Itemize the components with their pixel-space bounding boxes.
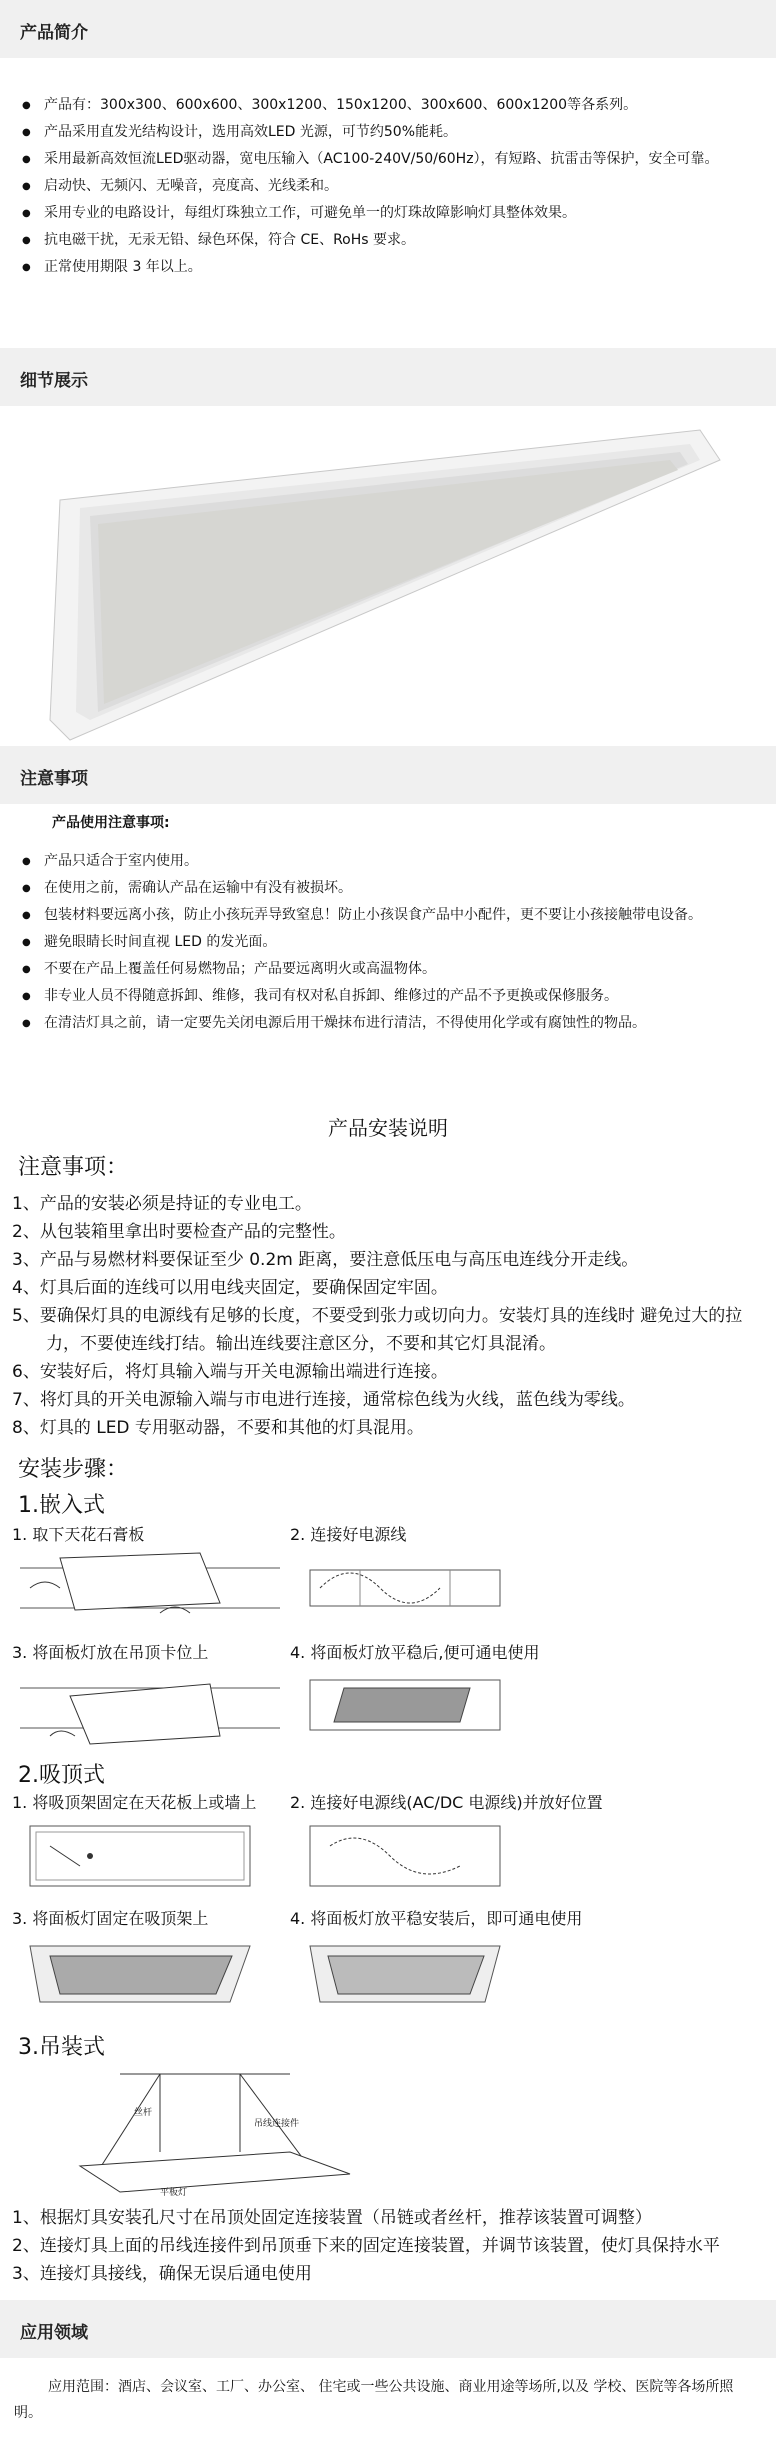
install-final-steps xyxy=(12,2204,772,2288)
step-caption: 2. 连接好电源线 xyxy=(290,1525,407,1544)
details-heading-bar xyxy=(0,348,776,406)
list-item: ● 不要在产品上覆盖任何易燃物品；产品要远离明火或高温物体。 xyxy=(44,956,744,983)
install-steps-title: 安装步骤： xyxy=(18,1457,129,1482)
list-item: ● 避免眼睛长时间直视 LED 的发光面。 xyxy=(44,929,744,956)
step-illustration xyxy=(20,1932,260,2012)
list-item: ● 在清洁灯具之前，请一定要先关闭电源后用干燥抹布进行清洁，不得使用化学或有腐蚀性的物品。 xyxy=(44,1010,744,1037)
intro-heading: 产品简介 xyxy=(20,23,88,43)
panel-light-photo xyxy=(40,420,740,750)
application-heading: 应用领域 xyxy=(20,2323,88,2343)
list-item: ● 非专业人员不得随意拆卸、维修，我司有权对私自拆卸、维修过的产品不予更换或保修服务。 xyxy=(44,983,744,1010)
step-illustration xyxy=(300,1932,510,2012)
install-notes xyxy=(12,1190,764,1442)
list-item: ● 抗电磁干扰，无汞无铅、绿色环保，符合 CE、RoHs 要求。 xyxy=(44,227,744,254)
list-item: ● 启动快、无频闪、无噪音，亮度高、光线柔和。 xyxy=(44,173,744,200)
list-item: ● 正常使用期限 3 年以上。 xyxy=(44,254,744,281)
note-line: 3、产品与易燃材料要保证至少 0.2m 距离，要注意低压电与高压电连线分开走线。 xyxy=(12,1250,639,1270)
step-illustration xyxy=(20,1548,280,1628)
list-item: ● 包装材料要远离小孩，防止小孩玩弄导致窒息！防止小孩误食产品中小配件，更不要让小孩接触带电设备。 xyxy=(44,902,744,929)
step-illustration xyxy=(300,1816,510,1896)
note-line: 5、要确保灯具的电源线有足够的长度，不要受到张力或切向力。安装灯具的连线时 避免过大的拉力，不要使连线打结。输出连线要注意区分，不要和其它灯具混淆。 xyxy=(12,1306,743,1354)
label-panel: 平板灯 xyxy=(160,2188,188,2198)
method-1-title: 1.嵌入式 xyxy=(18,1493,105,1518)
step-illustration xyxy=(300,1548,510,1628)
final-step: 2、连接灯具上面的吊线连接件到吊顶垂下来的固定连接装置，并调节该装置，使灯具保持水平 xyxy=(12,2236,720,2256)
step-caption: 3. 将面板灯固定在吸顶架上 xyxy=(12,1909,209,1928)
step-caption: 1. 取下天花石膏板 xyxy=(12,1525,145,1544)
list-item: ● 产品只适合于室内使用。 xyxy=(44,848,744,875)
intro-list xyxy=(0,92,744,281)
step-illustration xyxy=(20,1666,280,1746)
list-item: ● 采用专业的电路设计，每组灯珠独立工作，可避免单一的灯珠故障影响灯具整体效果。 xyxy=(44,200,744,227)
step-caption: 4. 将面板灯放平稳后,便可通电使用 xyxy=(290,1643,540,1662)
application-heading-bar xyxy=(0,2300,776,2358)
label-rod: 丝杆 xyxy=(134,2108,153,2118)
final-step: 3、连接灯具接线，确保无误后通电使用 xyxy=(12,2264,312,2284)
note-line: 8、灯具的 LED 专用驱动器，不要和其他的灯具混用。 xyxy=(12,1418,424,1438)
details-heading: 细节展示 xyxy=(20,371,88,391)
notice-list xyxy=(0,848,744,1037)
method-3-title: 3.吊装式 xyxy=(18,2035,105,2060)
list-item: ● 采用最新高效恒流LED驱动器，宽电压输入（AC100-240V/50/60Hz），有短路、抗雷击等保护，安全可靠。 xyxy=(44,146,744,173)
install-notes-title: 注意事项： xyxy=(18,1155,129,1180)
step-caption: 4. 将面板灯放平稳安装后，即可通电使用 xyxy=(290,1909,583,1928)
notice-heading-bar xyxy=(0,746,776,804)
method-2-title: 2.吸顶式 xyxy=(18,1763,105,1788)
step-caption: 1. 将吸顶架固定在天花板上或墙上 xyxy=(12,1793,257,1812)
list-item: ● 产品采用直发光结构设计，选用高效LED 光源，可节约50%能耗。 xyxy=(44,119,744,146)
notice-heading: 注意事项 xyxy=(20,769,88,789)
note-line: 7、将灯具的开关电源输入端与市电进行连接，通常棕色线为火线，蓝色线为零线。 xyxy=(12,1390,635,1410)
step-illustration xyxy=(300,1666,510,1746)
note-line: 4、灯具后面的连线可以用电线夹固定，要确保固定牢固。 xyxy=(12,1278,448,1298)
intro-heading-bar xyxy=(0,0,776,58)
list-item: ● 产品有：300x300、600x600、300x1200、150x1200、300x600、600x1200等各系列。 xyxy=(44,92,744,119)
notice-subheading: 产品使用注意事项: xyxy=(52,815,170,831)
list-item: ● 在使用之前，需确认产品在运输中有没有被损坏。 xyxy=(44,875,744,902)
label-connector: 吊线连接件 xyxy=(254,2119,300,2129)
final-step: 1、根据灯具安装孔尺寸在吊顶处固定连接装置（吊链或者丝杆，推荐该装置可调整） xyxy=(12,2208,652,2228)
suspension-diagram xyxy=(60,2068,400,2198)
install-title: 产品安装说明 xyxy=(328,1116,448,1140)
step-illustration xyxy=(20,1816,260,1896)
application-text: 应用范围：酒店、会议室、工厂、办公室、 住宅或一些公共设施、商业用途等场所,以及 学校、医院等各场所照明。 xyxy=(14,2379,734,2421)
intro-section xyxy=(0,0,776,281)
note-line: 1、产品的安装必须是持证的专业电工。 xyxy=(12,1194,312,1214)
step-caption: 3. 将面板灯放在吊顶卡位上 xyxy=(12,1643,209,1662)
note-line: 2、从包装箱里拿出时要检查产品的完整性。 xyxy=(12,1222,346,1242)
step-caption: 2. 连接好电源线(AC/DC 电源线)并放好位置 xyxy=(290,1793,603,1812)
note-line: 6、安装好后，将灯具输入端与开关电源输出端进行连接。 xyxy=(12,1362,448,1382)
